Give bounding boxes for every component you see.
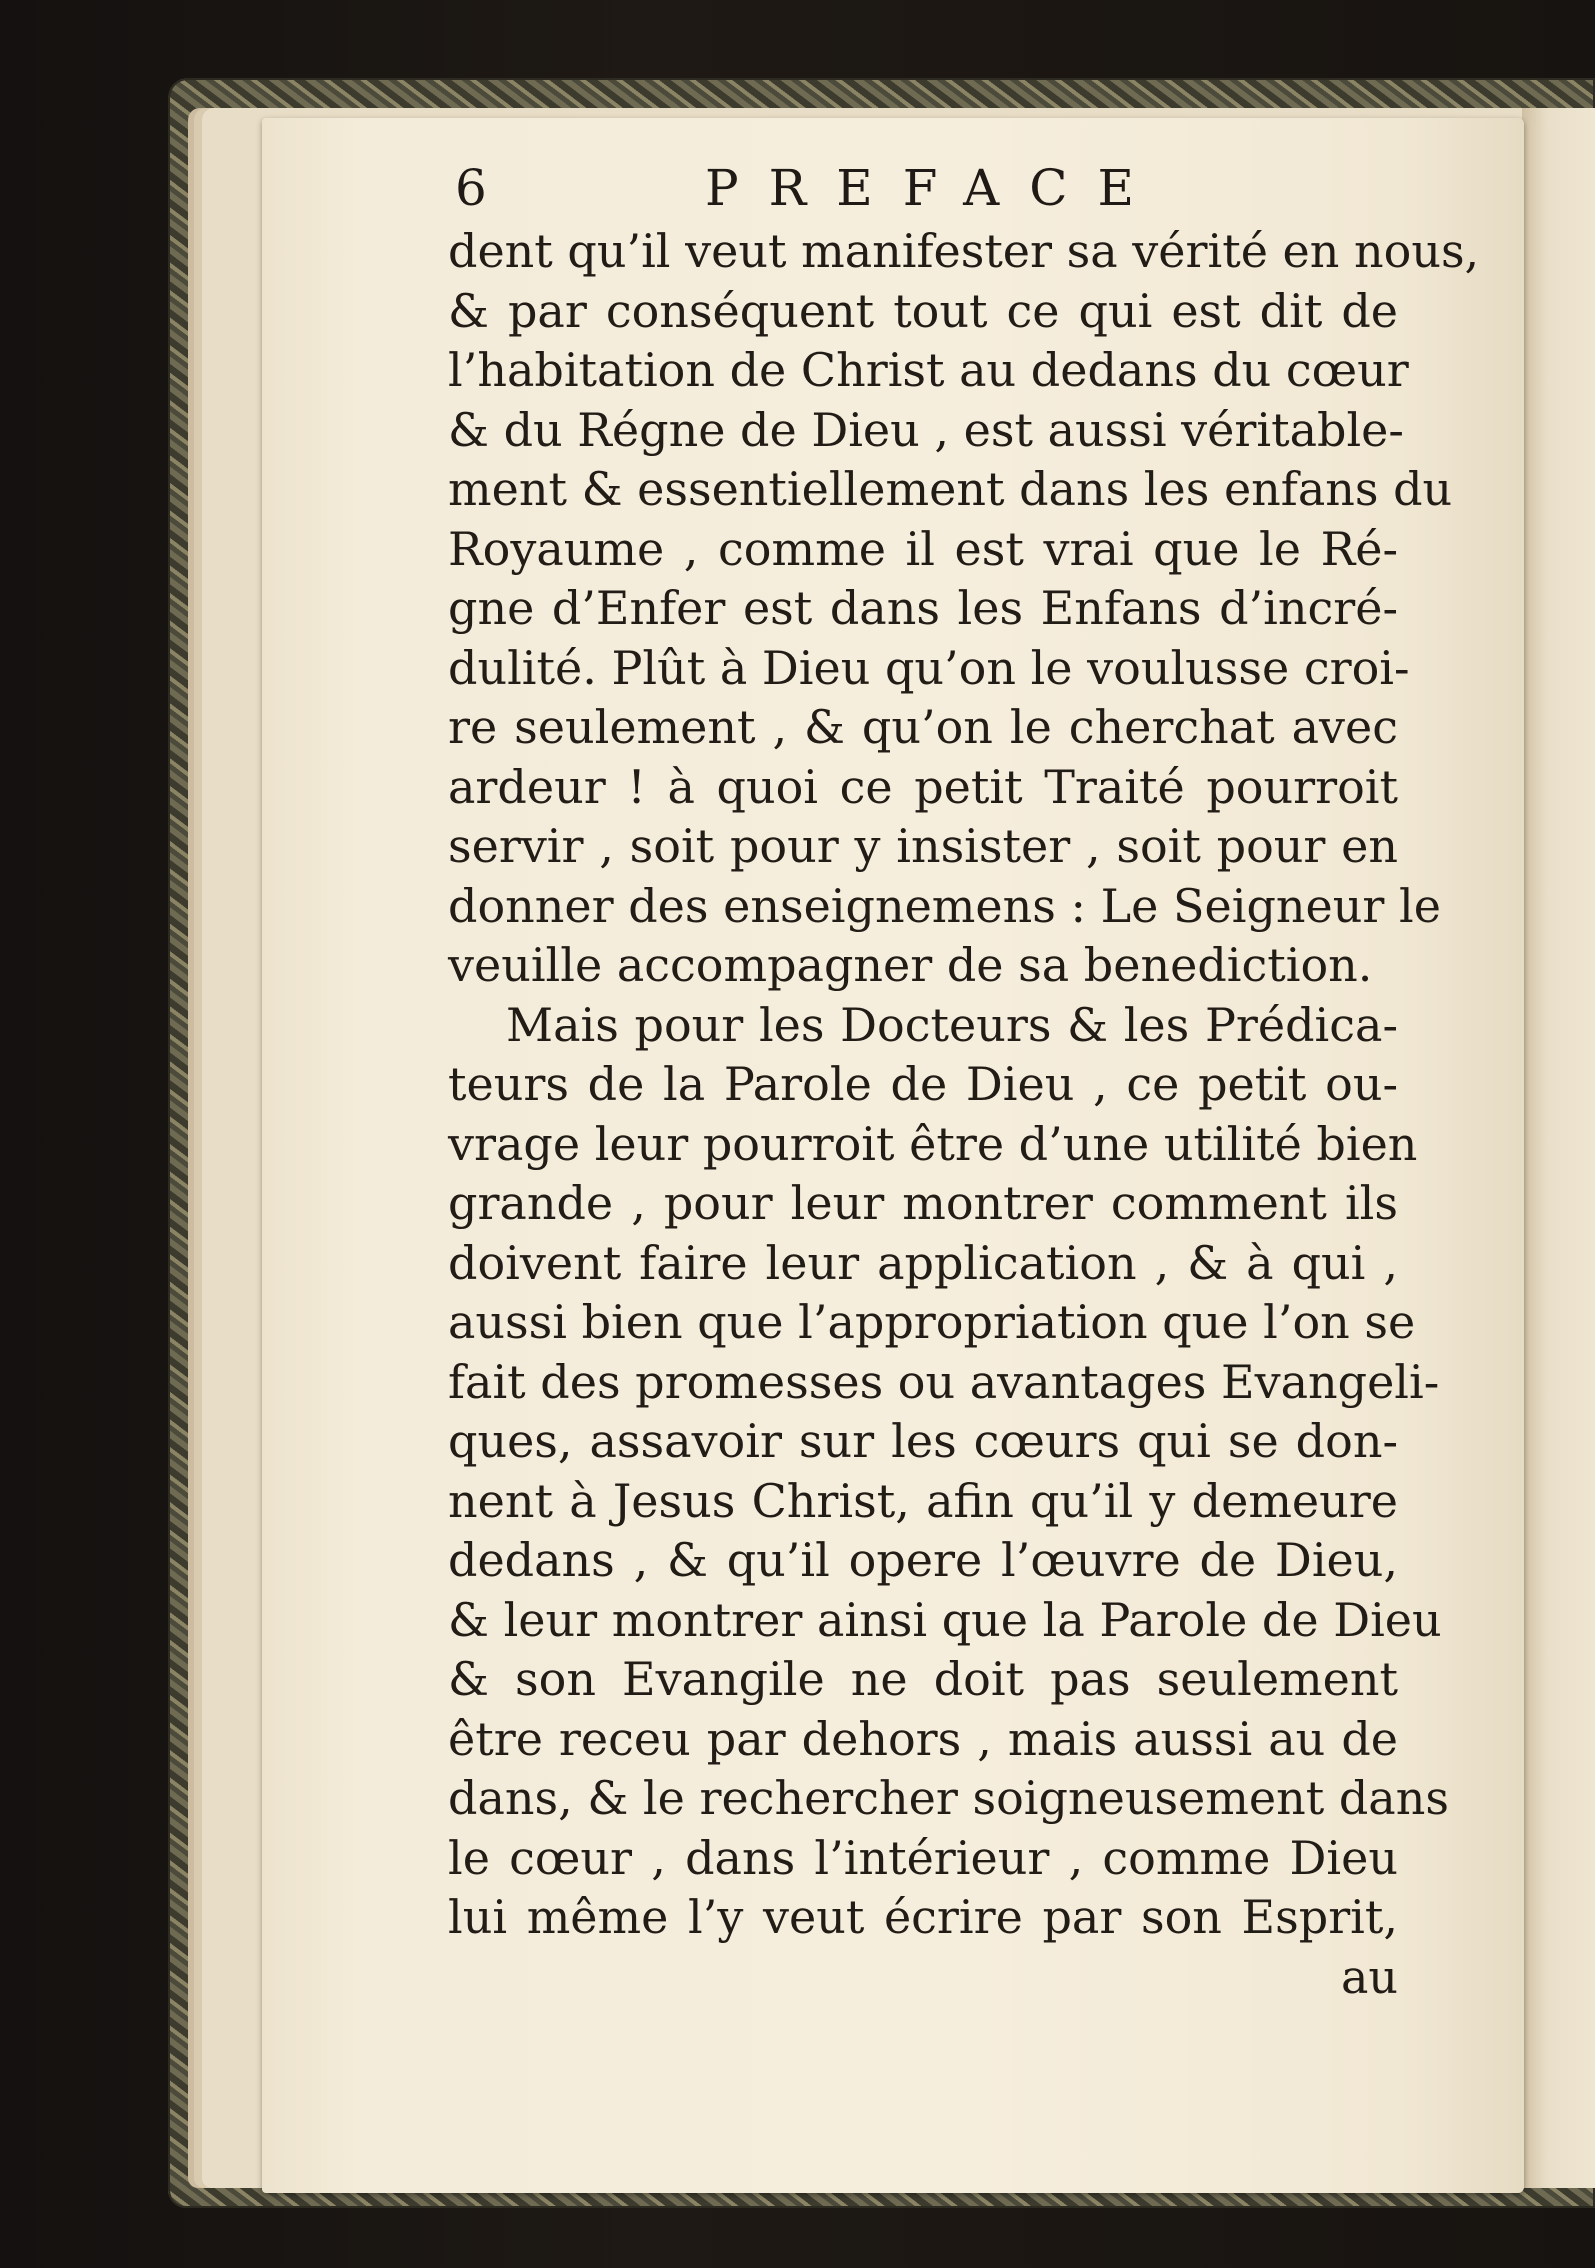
text-line: ment & essentiellement dans les enfans du bbox=[448, 462, 1453, 516]
text-line: grande , pour leur montrer comment ils bbox=[448, 1176, 1398, 1230]
page-number: 6 bbox=[455, 159, 487, 217]
text-line: ardeur ! à quoi ce petit Traité pourroit bbox=[448, 759, 1398, 814]
text-line: dans, & le rechercher soigneusement dans bbox=[448, 1771, 1449, 1825]
text-line: le cœur , dans l’intérieur , comme Dieu bbox=[448, 1830, 1398, 1885]
text-line: vrage leur pourroit être d’une utilité bien bbox=[448, 1116, 1418, 1171]
running-title: PREFACE bbox=[705, 159, 1164, 217]
text-line: dedans , & qu’il opere l’œuvre de Dieu, bbox=[448, 1533, 1398, 1587]
text-line: être receu par dehors , mais aussi au de bbox=[448, 1711, 1398, 1766]
page-header bbox=[445, 158, 1164, 218]
text-line: aussi bien que l’appropriation que l’on se bbox=[448, 1295, 1416, 1349]
text-line: teurs de la Parole de Dieu , ce petit ou- bbox=[448, 1057, 1398, 1111]
text-line: fait des promesses ou avantages Evangeli- bbox=[448, 1354, 1440, 1409]
text-line: & leur montrer ainsi que la Parole de Dieu bbox=[448, 1592, 1442, 1647]
text-line: dulité. Plût à Dieu qu’on le voulusse croi- bbox=[448, 640, 1410, 695]
text-line: & son Evangile ne doit pas seulement bbox=[448, 1652, 1398, 1706]
text-line: Royaume , comme il est vrai que le Ré- bbox=[448, 521, 1398, 576]
text-line: & du Régne de Dieu , est aussi véritable- bbox=[448, 402, 1404, 457]
paragraph-end-line: veuille accompagner de sa benediction. bbox=[448, 938, 1373, 992]
text-line: servir , soit pour y insister , soit pour en bbox=[448, 819, 1398, 873]
text-line: ques, assavoir sur les cœurs qui se don- bbox=[448, 1414, 1398, 1468]
text-line: gne d’Enfer est dans les Enfans d’incré- bbox=[448, 581, 1398, 635]
text-line: re seulement , & qu’on le cherchat avec bbox=[448, 700, 1398, 754]
text-line: dent qu’il veut manifester sa vérité en nous, bbox=[448, 224, 1480, 278]
text-line: donner des enseignemens : Le Seigneur le bbox=[448, 878, 1441, 933]
paragraph-start-line: Mais pour les Docteurs & les Prédica- bbox=[506, 997, 1398, 1052]
text-line: doivent faire leur application , & à qui , bbox=[448, 1235, 1398, 1290]
text-line: & par conséquent tout ce qui est dit de bbox=[448, 283, 1398, 338]
facing-page-edge bbox=[1522, 108, 1595, 2188]
text-line: l’habitation de Christ au dedans du cœur bbox=[448, 343, 1409, 397]
text-line: nent à Jesus Christ, afin qu’il y demeure bbox=[448, 1473, 1398, 1528]
text-line: lui même l’y veut écrire par son Esprit, bbox=[448, 1890, 1398, 1944]
catchword: au bbox=[1340, 1949, 1398, 2004]
body-text bbox=[448, 222, 1480, 2007]
